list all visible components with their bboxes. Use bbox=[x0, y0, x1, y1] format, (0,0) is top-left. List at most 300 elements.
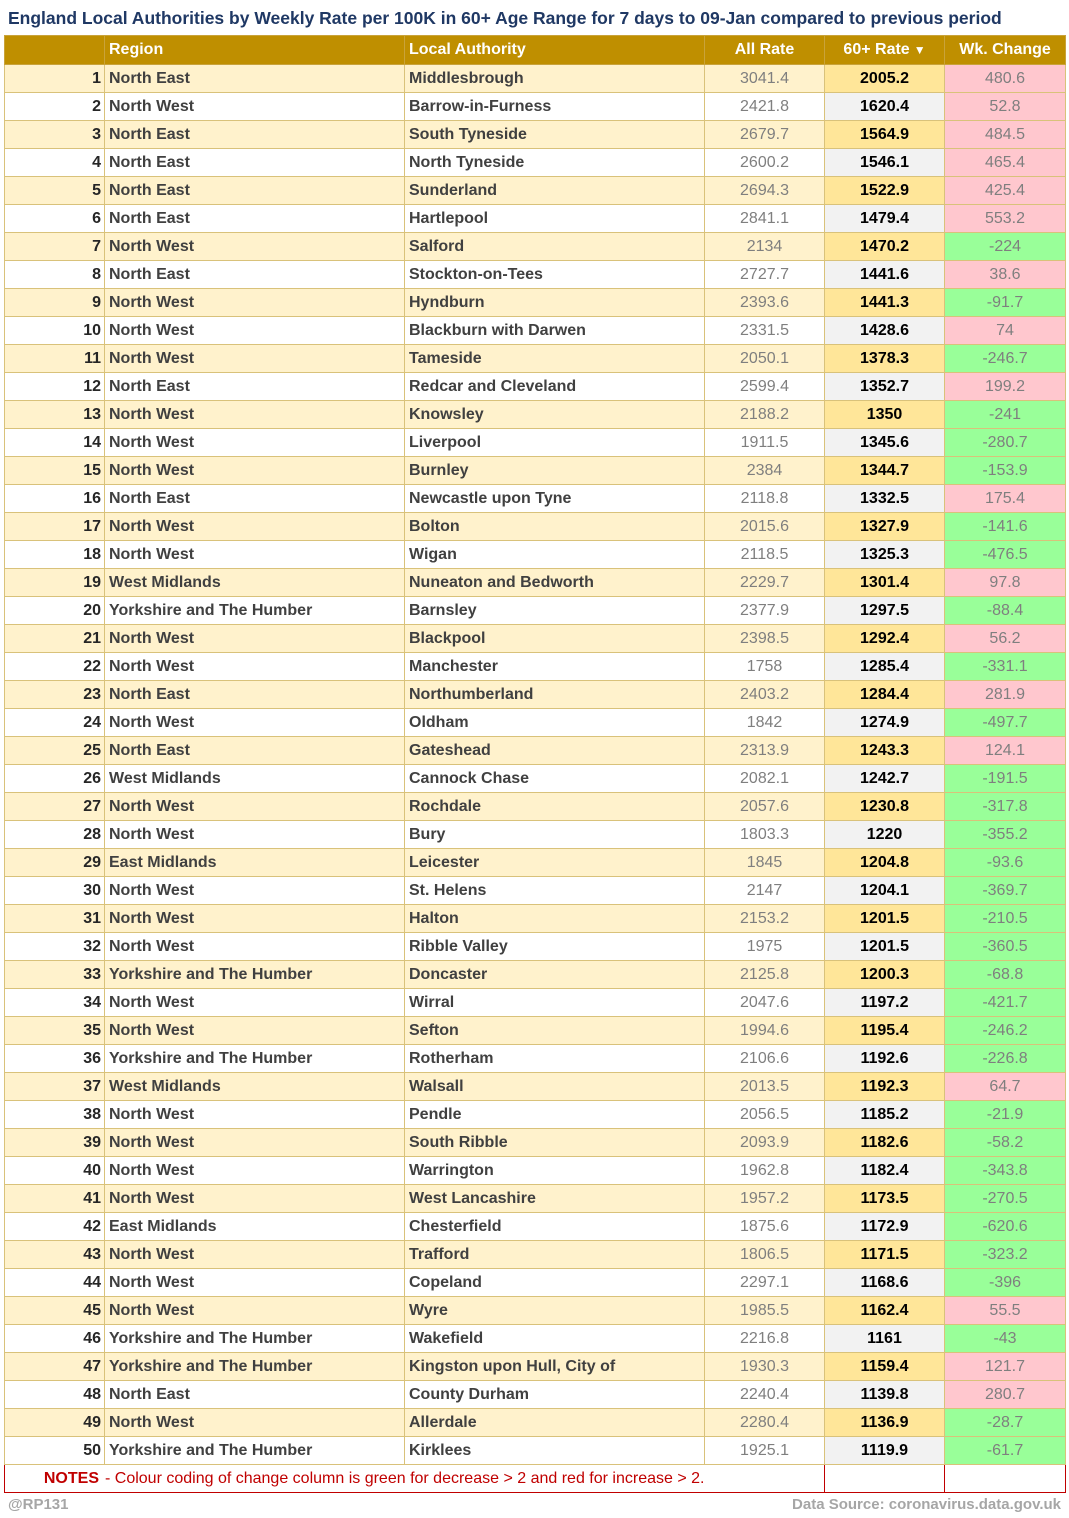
region-cell: North West bbox=[105, 1185, 405, 1213]
local-authority-cell: Copeland bbox=[405, 1269, 705, 1297]
wk-change-cell: -28.7 bbox=[945, 1409, 1066, 1437]
wk-change-cell: 38.6 bbox=[945, 261, 1066, 289]
table-row bbox=[5, 261, 1066, 289]
rate-60-cell: 1350 bbox=[825, 401, 945, 429]
notes-empty-cell bbox=[825, 1465, 945, 1493]
rate-60-cell: 1168.6 bbox=[825, 1269, 945, 1297]
rate-60-cell: 1200.3 bbox=[825, 961, 945, 989]
wk-change-cell: -93.6 bbox=[945, 849, 1066, 877]
region-cell: North West bbox=[105, 905, 405, 933]
region-cell: North East bbox=[105, 485, 405, 513]
wk-change-cell: -620.6 bbox=[945, 1213, 1066, 1241]
rate-60-cell: 1378.3 bbox=[825, 345, 945, 373]
all-rate-cell: 2679.7 bbox=[705, 121, 825, 149]
table-row bbox=[5, 1045, 1066, 1073]
sort-descending-icon[interactable]: ▼ bbox=[913, 43, 926, 57]
local-authority-cell: Bolton bbox=[405, 513, 705, 541]
wk-change-cell: 64.7 bbox=[945, 1073, 1066, 1101]
rank-cell: 32 bbox=[5, 933, 105, 961]
notes-empty-cell bbox=[945, 1465, 1066, 1493]
local-authority-cell: Barnsley bbox=[405, 597, 705, 625]
table-row bbox=[5, 877, 1066, 905]
table-row bbox=[5, 849, 1066, 877]
data-source: Data Source: coronavirus.data.gov.uk bbox=[792, 1496, 1061, 1513]
table-body bbox=[5, 65, 1066, 1465]
region-cell: Yorkshire and The Humber bbox=[105, 597, 405, 625]
all-rate-cell: 2118.8 bbox=[705, 485, 825, 513]
local-authority-cell: St. Helens bbox=[405, 877, 705, 905]
table-row bbox=[5, 653, 1066, 681]
rank-cell: 20 bbox=[5, 597, 105, 625]
rate-60-cell: 1119.9 bbox=[825, 1437, 945, 1465]
rate-60-cell: 1192.6 bbox=[825, 1045, 945, 1073]
table-row bbox=[5, 289, 1066, 317]
all-rate-cell: 2398.5 bbox=[705, 625, 825, 653]
rate-60-cell: 1301.4 bbox=[825, 569, 945, 597]
rank-cell: 19 bbox=[5, 569, 105, 597]
notes-label: NOTES bbox=[43, 1469, 99, 1487]
region-cell: North West bbox=[105, 1157, 405, 1185]
table-row bbox=[5, 1073, 1066, 1101]
rate-60-cell: 1327.9 bbox=[825, 513, 945, 541]
wk-change-cell: 281.9 bbox=[945, 681, 1066, 709]
rate-60-cell: 1195.4 bbox=[825, 1017, 945, 1045]
wk-change-cell: 55.5 bbox=[945, 1297, 1066, 1325]
region-cell: North East bbox=[105, 261, 405, 289]
wk-change-cell: -355.2 bbox=[945, 821, 1066, 849]
local-authority-cell: Kingston upon Hull, City of bbox=[405, 1353, 705, 1381]
table-row bbox=[5, 1185, 1066, 1213]
rate-60-cell: 1345.6 bbox=[825, 429, 945, 457]
rank-cell: 29 bbox=[5, 849, 105, 877]
local-authority-cell: Liverpool bbox=[405, 429, 705, 457]
table-row bbox=[5, 1269, 1066, 1297]
table-row bbox=[5, 1409, 1066, 1437]
local-authority-cell: Gateshead bbox=[405, 737, 705, 765]
table-row bbox=[5, 1157, 1066, 1185]
wk-change-cell: -226.8 bbox=[945, 1045, 1066, 1073]
rank-cell: 46 bbox=[5, 1325, 105, 1353]
rate-60-cell: 1192.3 bbox=[825, 1073, 945, 1101]
table-row bbox=[5, 989, 1066, 1017]
all-rate-cell: 1911.5 bbox=[705, 429, 825, 457]
table-row bbox=[5, 821, 1066, 849]
rank-cell: 24 bbox=[5, 709, 105, 737]
region-cell: North West bbox=[105, 709, 405, 737]
all-rate-cell: 2106.6 bbox=[705, 1045, 825, 1073]
region-cell: North West bbox=[105, 625, 405, 653]
all-rate-cell: 1930.3 bbox=[705, 1353, 825, 1381]
table-row bbox=[5, 149, 1066, 177]
page-title: England Local Authorities by Weekly Rate per 100K in 60+ Age Range for 7 days to 09-Jan compared to previous period bbox=[8, 8, 1002, 28]
table-row bbox=[5, 513, 1066, 541]
header-region[interactable]: Region bbox=[105, 36, 405, 65]
rank-cell: 28 bbox=[5, 821, 105, 849]
region-cell: North West bbox=[105, 1297, 405, 1325]
all-rate-cell: 2240.4 bbox=[705, 1381, 825, 1409]
local-authority-cell: Wakefield bbox=[405, 1325, 705, 1353]
rank-cell: 39 bbox=[5, 1129, 105, 1157]
region-cell: North West bbox=[105, 877, 405, 905]
local-authority-cell: North Tyneside bbox=[405, 149, 705, 177]
rate-60-cell: 1197.2 bbox=[825, 989, 945, 1017]
rate-60-cell: 1470.2 bbox=[825, 233, 945, 261]
wk-change-cell: -369.7 bbox=[945, 877, 1066, 905]
table-row bbox=[5, 569, 1066, 597]
local-authority-cell: Northumberland bbox=[405, 681, 705, 709]
region-cell: North West bbox=[105, 1017, 405, 1045]
all-rate-cell: 2297.1 bbox=[705, 1269, 825, 1297]
wk-change-cell: -21.9 bbox=[945, 1101, 1066, 1129]
all-rate-cell: 2694.3 bbox=[705, 177, 825, 205]
rank-cell: 6 bbox=[5, 205, 105, 233]
rank-cell: 50 bbox=[5, 1437, 105, 1465]
rate-60-cell: 1173.5 bbox=[825, 1185, 945, 1213]
region-cell: North West bbox=[105, 317, 405, 345]
table-row bbox=[5, 765, 1066, 793]
rank-cell: 22 bbox=[5, 653, 105, 681]
all-rate-cell: 2047.6 bbox=[705, 989, 825, 1017]
rate-60-cell: 1546.1 bbox=[825, 149, 945, 177]
rank-cell: 33 bbox=[5, 961, 105, 989]
table-row bbox=[5, 541, 1066, 569]
rank-cell: 47 bbox=[5, 1353, 105, 1381]
all-rate-cell: 1925.1 bbox=[705, 1437, 825, 1465]
rank-cell: 11 bbox=[5, 345, 105, 373]
local-authority-cell: Wirral bbox=[405, 989, 705, 1017]
region-cell: East Midlands bbox=[105, 1213, 405, 1241]
rank-cell: 9 bbox=[5, 289, 105, 317]
rank-cell: 21 bbox=[5, 625, 105, 653]
rank-cell: 45 bbox=[5, 1297, 105, 1325]
rank-cell: 48 bbox=[5, 1381, 105, 1409]
local-authority-cell: South Tyneside bbox=[405, 121, 705, 149]
rate-60-cell: 1292.4 bbox=[825, 625, 945, 653]
rate-60-cell: 1325.3 bbox=[825, 541, 945, 569]
all-rate-cell: 1806.5 bbox=[705, 1241, 825, 1269]
all-rate-cell: 1875.6 bbox=[705, 1213, 825, 1241]
all-rate-cell: 1962.8 bbox=[705, 1157, 825, 1185]
rate-60-cell: 1274.9 bbox=[825, 709, 945, 737]
all-rate-cell: 2280.4 bbox=[705, 1409, 825, 1437]
rank-cell: 26 bbox=[5, 765, 105, 793]
table-row bbox=[5, 1437, 1066, 1465]
header-60-rate-label: 60+ Rate bbox=[843, 41, 910, 58]
region-cell: North West bbox=[105, 513, 405, 541]
wk-change-cell: 484.5 bbox=[945, 121, 1066, 149]
rate-60-cell: 1139.8 bbox=[825, 1381, 945, 1409]
rate-60-cell: 1243.3 bbox=[825, 737, 945, 765]
rank-cell: 36 bbox=[5, 1045, 105, 1073]
rate-60-cell: 1332.5 bbox=[825, 485, 945, 513]
rate-60-cell: 1136.9 bbox=[825, 1409, 945, 1437]
wk-change-cell: -241 bbox=[945, 401, 1066, 429]
wk-change-cell: -323.2 bbox=[945, 1241, 1066, 1269]
local-authority-cell: Trafford bbox=[405, 1241, 705, 1269]
rate-60-cell: 1171.5 bbox=[825, 1241, 945, 1269]
all-rate-cell: 2125.8 bbox=[705, 961, 825, 989]
table-row bbox=[5, 177, 1066, 205]
all-rate-cell: 2118.5 bbox=[705, 541, 825, 569]
region-cell: North West bbox=[105, 1409, 405, 1437]
local-authority-cell: Blackpool bbox=[405, 625, 705, 653]
local-authority-cell: Bury bbox=[405, 821, 705, 849]
wk-change-cell: -58.2 bbox=[945, 1129, 1066, 1157]
region-cell: North West bbox=[105, 289, 405, 317]
table-row bbox=[5, 681, 1066, 709]
wk-change-cell: 465.4 bbox=[945, 149, 1066, 177]
rate-60-cell: 1441.3 bbox=[825, 289, 945, 317]
wk-change-cell: -153.9 bbox=[945, 457, 1066, 485]
all-rate-cell: 2727.7 bbox=[705, 261, 825, 289]
region-cell: North West bbox=[105, 989, 405, 1017]
rate-60-cell: 1522.9 bbox=[825, 177, 945, 205]
header-rank bbox=[5, 36, 105, 65]
local-authority-cell: Manchester bbox=[405, 653, 705, 681]
all-rate-cell: 2147 bbox=[705, 877, 825, 905]
table-row bbox=[5, 345, 1066, 373]
rate-60-cell: 1182.4 bbox=[825, 1157, 945, 1185]
local-authority-cell: Oldham bbox=[405, 709, 705, 737]
wk-change-cell: -421.7 bbox=[945, 989, 1066, 1017]
rank-cell: 37 bbox=[5, 1073, 105, 1101]
region-cell: North West bbox=[105, 1269, 405, 1297]
table-row bbox=[5, 1017, 1066, 1045]
rank-cell: 2 bbox=[5, 93, 105, 121]
table-row bbox=[5, 401, 1066, 429]
rate-60-cell: 1159.4 bbox=[825, 1353, 945, 1381]
table-row bbox=[5, 205, 1066, 233]
wk-change-cell: 56.2 bbox=[945, 625, 1066, 653]
local-authority-cell: Burnley bbox=[405, 457, 705, 485]
rank-cell: 27 bbox=[5, 793, 105, 821]
region-cell: North East bbox=[105, 737, 405, 765]
table-header-row bbox=[5, 36, 1066, 65]
region-cell: North West bbox=[105, 793, 405, 821]
all-rate-cell: 2377.9 bbox=[705, 597, 825, 625]
rate-60-cell: 1344.7 bbox=[825, 457, 945, 485]
table-row bbox=[5, 597, 1066, 625]
wk-change-cell: 425.4 bbox=[945, 177, 1066, 205]
table-row bbox=[5, 121, 1066, 149]
rate-60-cell: 2005.2 bbox=[825, 65, 945, 93]
table-row bbox=[5, 1213, 1066, 1241]
local-authority-cell: Middlesbrough bbox=[405, 65, 705, 93]
wk-change-cell: -210.5 bbox=[945, 905, 1066, 933]
rate-60-cell: 1201.5 bbox=[825, 933, 945, 961]
local-authority-cell: Newcastle upon Tyne bbox=[405, 485, 705, 513]
table-row bbox=[5, 1101, 1066, 1129]
author-handle: @RP131 bbox=[8, 1496, 69, 1513]
rate-60-cell: 1185.2 bbox=[825, 1101, 945, 1129]
all-rate-cell: 2050.1 bbox=[705, 345, 825, 373]
region-cell: North East bbox=[105, 177, 405, 205]
wk-change-cell: -68.8 bbox=[945, 961, 1066, 989]
rank-cell: 10 bbox=[5, 317, 105, 345]
local-authority-cell: Tameside bbox=[405, 345, 705, 373]
wk-change-cell: -224 bbox=[945, 233, 1066, 261]
all-rate-cell: 2841.1 bbox=[705, 205, 825, 233]
rank-cell: 14 bbox=[5, 429, 105, 457]
local-authority-cell: Halton bbox=[405, 905, 705, 933]
local-authority-cell: Chesterfield bbox=[405, 1213, 705, 1241]
table-row bbox=[5, 65, 1066, 93]
all-rate-cell: 2093.9 bbox=[705, 1129, 825, 1157]
region-cell: West Midlands bbox=[105, 1073, 405, 1101]
rank-cell: 18 bbox=[5, 541, 105, 569]
local-authority-cell: Wyre bbox=[405, 1297, 705, 1325]
all-rate-cell: 1842 bbox=[705, 709, 825, 737]
all-rate-cell: 2393.6 bbox=[705, 289, 825, 317]
region-cell: North West bbox=[105, 1241, 405, 1269]
all-rate-cell: 2057.6 bbox=[705, 793, 825, 821]
wk-change-cell: -246.2 bbox=[945, 1017, 1066, 1045]
table-row bbox=[5, 1353, 1066, 1381]
rank-cell: 40 bbox=[5, 1157, 105, 1185]
local-authority-cell: Cannock Chase bbox=[405, 765, 705, 793]
rank-cell: 4 bbox=[5, 149, 105, 177]
local-authority-cell: Kirklees bbox=[405, 1437, 705, 1465]
all-rate-cell: 2599.4 bbox=[705, 373, 825, 401]
wk-change-cell: 124.1 bbox=[945, 737, 1066, 765]
rank-cell: 17 bbox=[5, 513, 105, 541]
local-authority-cell: County Durham bbox=[405, 1381, 705, 1409]
table-row bbox=[5, 1297, 1066, 1325]
table-row bbox=[5, 1129, 1066, 1157]
table-row bbox=[5, 1241, 1066, 1269]
all-rate-cell: 1975 bbox=[705, 933, 825, 961]
region-cell: North West bbox=[105, 429, 405, 457]
table-row bbox=[5, 737, 1066, 765]
wk-change-cell: -396 bbox=[945, 1269, 1066, 1297]
local-authority-cell: Rochdale bbox=[405, 793, 705, 821]
local-authority-cell: Allerdale bbox=[405, 1409, 705, 1437]
local-authority-cell: Walsall bbox=[405, 1073, 705, 1101]
rate-60-cell: 1284.4 bbox=[825, 681, 945, 709]
rate-60-cell: 1479.4 bbox=[825, 205, 945, 233]
local-authority-cell: Doncaster bbox=[405, 961, 705, 989]
wk-change-cell: -331.1 bbox=[945, 653, 1066, 681]
local-authority-cell: Stockton-on-Tees bbox=[405, 261, 705, 289]
rank-cell: 15 bbox=[5, 457, 105, 485]
wk-change-cell: -360.5 bbox=[945, 933, 1066, 961]
region-cell: North East bbox=[105, 65, 405, 93]
rank-cell: 42 bbox=[5, 1213, 105, 1241]
local-authority-cell: Knowsley bbox=[405, 401, 705, 429]
rate-60-cell: 1428.6 bbox=[825, 317, 945, 345]
wk-change-cell: 52.8 bbox=[945, 93, 1066, 121]
header-local-authority[interactable]: Local Authority bbox=[405, 36, 705, 65]
rank-cell: 5 bbox=[5, 177, 105, 205]
local-authority-cell: Ribble Valley bbox=[405, 933, 705, 961]
region-cell: North West bbox=[105, 401, 405, 429]
rate-60-cell: 1564.9 bbox=[825, 121, 945, 149]
rank-cell: 12 bbox=[5, 373, 105, 401]
all-rate-cell: 2153.2 bbox=[705, 905, 825, 933]
rank-cell: 23 bbox=[5, 681, 105, 709]
wk-change-cell: -280.7 bbox=[945, 429, 1066, 457]
region-cell: North West bbox=[105, 541, 405, 569]
region-cell: North West bbox=[105, 1101, 405, 1129]
local-authority-cell: Redcar and Cleveland bbox=[405, 373, 705, 401]
region-cell: East Midlands bbox=[105, 849, 405, 877]
wk-change-cell: -141.6 bbox=[945, 513, 1066, 541]
rate-60-cell: 1172.9 bbox=[825, 1213, 945, 1241]
region-cell: West Midlands bbox=[105, 765, 405, 793]
table-row bbox=[5, 457, 1066, 485]
table-row bbox=[5, 933, 1066, 961]
all-rate-cell: 2013.5 bbox=[705, 1073, 825, 1101]
table-row bbox=[5, 1325, 1066, 1353]
region-cell: North East bbox=[105, 1381, 405, 1409]
table-row bbox=[5, 93, 1066, 121]
rate-60-cell: 1220 bbox=[825, 821, 945, 849]
rate-60-cell: 1230.8 bbox=[825, 793, 945, 821]
header-wk-change[interactable]: Wk. Change bbox=[945, 36, 1066, 65]
wk-change-cell: -43 bbox=[945, 1325, 1066, 1353]
region-cell: North West bbox=[105, 233, 405, 261]
local-authority-cell: Barrow-in-Furness bbox=[405, 93, 705, 121]
header-all-rate[interactable]: All Rate bbox=[705, 36, 825, 65]
rank-cell: 43 bbox=[5, 1241, 105, 1269]
local-authority-cell: Warrington bbox=[405, 1157, 705, 1185]
all-rate-cell: 2384 bbox=[705, 457, 825, 485]
rank-cell: 7 bbox=[5, 233, 105, 261]
table-row bbox=[5, 905, 1066, 933]
wk-change-cell: -191.5 bbox=[945, 765, 1066, 793]
region-cell: North West bbox=[105, 653, 405, 681]
local-authority-cell: Nuneaton and Bedworth bbox=[405, 569, 705, 597]
region-cell: North West bbox=[105, 1129, 405, 1157]
wk-change-cell: 74 bbox=[945, 317, 1066, 345]
all-rate-cell: 3041.4 bbox=[705, 65, 825, 93]
all-rate-cell: 2403.2 bbox=[705, 681, 825, 709]
all-rate-cell: 2331.5 bbox=[705, 317, 825, 345]
local-authority-cell: West Lancashire bbox=[405, 1185, 705, 1213]
notes-row bbox=[5, 1465, 1066, 1493]
rank-cell: 31 bbox=[5, 905, 105, 933]
rate-60-cell: 1161 bbox=[825, 1325, 945, 1353]
table-row bbox=[5, 625, 1066, 653]
rate-60-cell: 1242.7 bbox=[825, 765, 945, 793]
rank-cell: 8 bbox=[5, 261, 105, 289]
region-cell: North East bbox=[105, 121, 405, 149]
region-cell: Yorkshire and The Humber bbox=[105, 1045, 405, 1073]
all-rate-cell: 2600.2 bbox=[705, 149, 825, 177]
all-rate-cell: 2188.2 bbox=[705, 401, 825, 429]
all-rate-cell: 2313.9 bbox=[705, 737, 825, 765]
header-60-rate[interactable] bbox=[825, 36, 945, 65]
region-cell: North West bbox=[105, 457, 405, 485]
all-rate-cell: 1957.2 bbox=[705, 1185, 825, 1213]
table-row bbox=[5, 485, 1066, 513]
all-rate-cell: 2056.5 bbox=[705, 1101, 825, 1129]
rank-cell: 13 bbox=[5, 401, 105, 429]
wk-change-cell: -497.7 bbox=[945, 709, 1066, 737]
region-cell: North West bbox=[105, 933, 405, 961]
all-rate-cell: 1845 bbox=[705, 849, 825, 877]
wk-change-cell: 97.8 bbox=[945, 569, 1066, 597]
rate-60-cell: 1620.4 bbox=[825, 93, 945, 121]
rank-cell: 38 bbox=[5, 1101, 105, 1129]
region-cell: North West bbox=[105, 93, 405, 121]
local-authority-cell: Hyndburn bbox=[405, 289, 705, 317]
local-authority-cell: Sefton bbox=[405, 1017, 705, 1045]
table-row bbox=[5, 317, 1066, 345]
all-rate-cell: 1994.6 bbox=[705, 1017, 825, 1045]
rate-60-cell: 1204.1 bbox=[825, 877, 945, 905]
rate-60-cell: 1204.8 bbox=[825, 849, 945, 877]
